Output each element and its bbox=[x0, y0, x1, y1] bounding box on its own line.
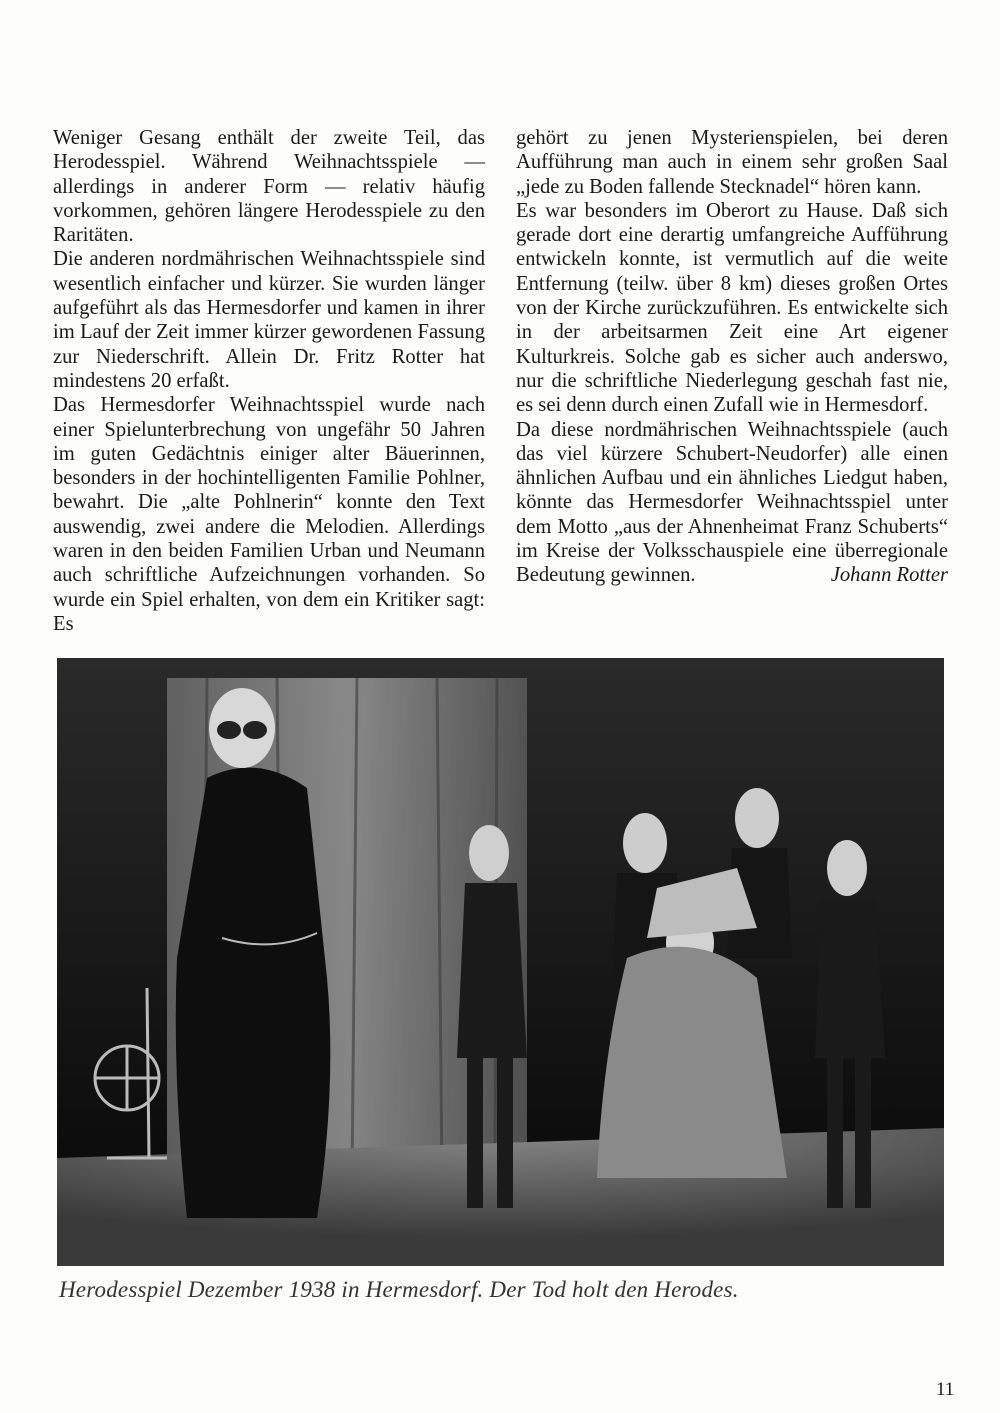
stage-photograph bbox=[57, 658, 944, 1266]
figure-caption: Herodesspiel Dezember 1938 in Hermesdorf. Der Tod holt den Herodes. bbox=[59, 1277, 739, 1302]
paragraph: Das Hermesdorfer Weihnachtsspiel wurde nach einer Spielunterbrechung von ungefähr 50 Jahren im guten Gedächtnis einiger alter Bäuerinnen, besonders in der hochintelligenten Familie Pohlner, bewahrt. Die „alte Pohlnerin“ konnte den Text auswendig, zwei andere die Melodien. Allerdings waren in den beiden Familien Urban und Neumann auch schriftliche Aufzeichnungen vorhanden. So wurde ein Spiel erhalten, von dem ein Kritiker sagt: Es bbox=[53, 394, 485, 635]
paragraph-text: Da diese nordmährischen Weihnachtsspiele (auch das viel kürzere Schubert-Neudorfer) alle einen ähnlichen Aufbau und ein ähnliches Liedgut haben, könnte das Hermesdorfer Weihnachtsspiel unter dem Motto „aus der Ahnenheimat Franz Schuberts“ im Kreise der Volksschauspiele eine überregionale Bedeutung gewinnen. bbox=[516, 418, 948, 587]
right-column bbox=[516, 126, 948, 588]
paragraph bbox=[516, 418, 948, 588]
author-signature: Johann Rotter bbox=[830, 564, 948, 587]
paragraph: Weniger Gesang enthält der zweite Teil, das Herodesspiel. Während Weihnachtsspiele — allerdings in anderer Form — relativ häufig vorkommen, gehören längere Herodesspiele zu den Raritäten. bbox=[53, 127, 485, 247]
paragraph: Die anderen nordmährischen Weihnachtsspiele sind wesentlich einfacher und kürzer. Sie wurden länger aufgeführt als das Hermesdorfer und kamen in ihrer im Lauf der Zeit immer kürzer gewordenen Fassung zur Niederschrift. Allein Dr. Fritz Rotter hat mindestens 20 erfaßt. bbox=[53, 248, 485, 392]
paragraph: Es war besonders im Oberort zu Hause. Daß sich gerade dort eine derartig umfangreiche Aufführung entwickeln konnte, ist vermutlich auf die weite Entfernung (teilw. über 8 km) dieses großen Ortes von der Kirche zurückzuführen. Es entwickelte sich in der arbeitsarmen Zeit eine Art eigener Kulturkreis. Solche gab es sicher auch anderswo, nur die schriftliche Niederlegung geschah fast nie, es sei denn durch einen Zufall wie in Hermesdorf. bbox=[516, 199, 948, 417]
left-column bbox=[53, 126, 485, 636]
photo-illustration bbox=[57, 658, 944, 1266]
page-number: 11 bbox=[936, 1379, 955, 1400]
paragraph: gehört zu jenen Mysterienspielen, bei deren Aufführung man auch in einem sehr großen Saal „jede zu Boden fallende Stecknadel“ hören kann. bbox=[516, 127, 948, 198]
